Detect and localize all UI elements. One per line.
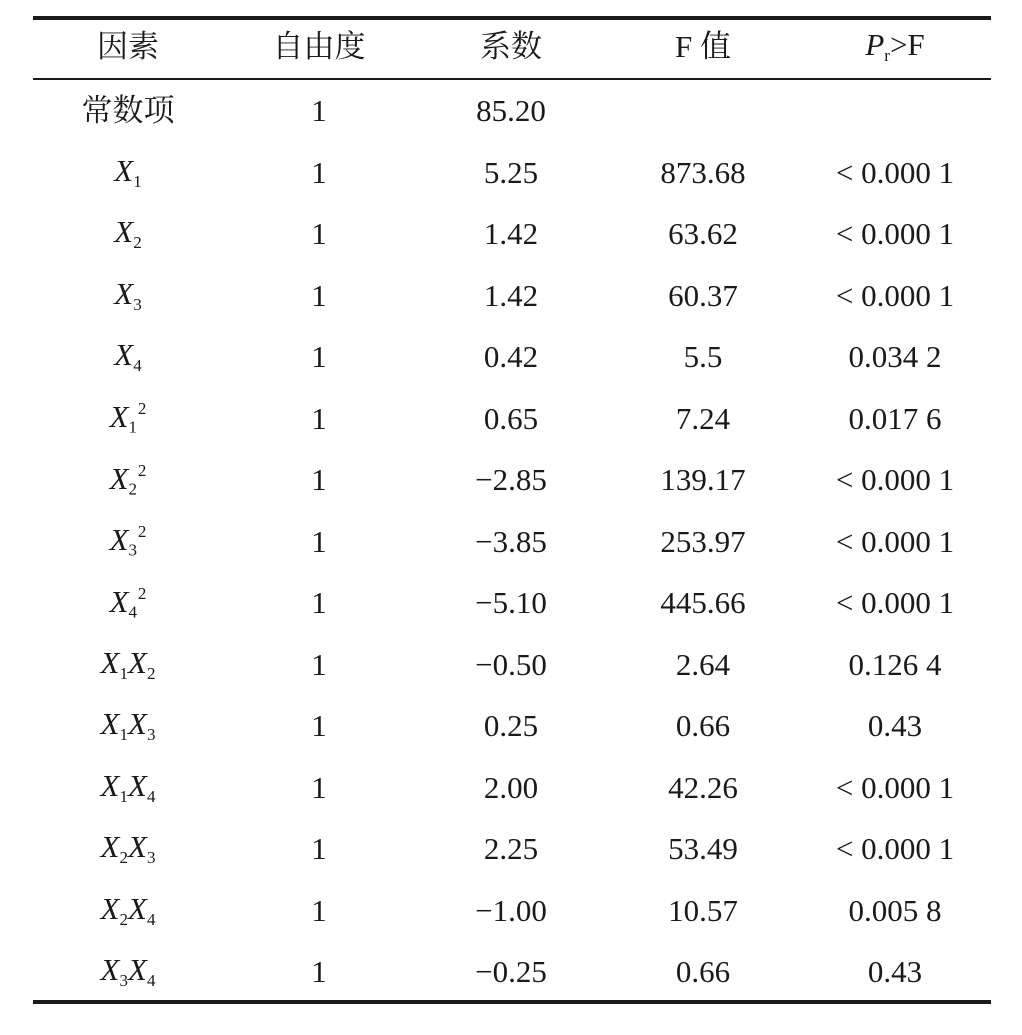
cell-factor: $X_3X_4$ [100, 952, 156, 991]
cell-df: 1 [311, 216, 327, 252]
cell-coef: −0.25 [475, 954, 547, 990]
table-row [33, 757, 991, 819]
header-p-value [799, 29, 991, 64]
cell-factor: $X_2^2$ [109, 460, 147, 499]
cell-df: 1 [311, 585, 327, 621]
cell-factor: $X_1X_4$ [100, 767, 156, 806]
cell-f-value: 2.64 [675, 646, 731, 682]
cell-factor: $X_1$ [114, 152, 142, 191]
cell-df: 1 [311, 708, 327, 744]
header-p-value-text: $P_r>F$ [865, 27, 925, 66]
cell-p-value: 0.126 4 [848, 646, 942, 682]
header-f-value: F 值 [675, 29, 731, 65]
cell-coef: 0.25 [483, 708, 539, 744]
cell-coef: 1.42 [483, 277, 539, 313]
cell-coef: 0.65 [483, 400, 539, 436]
cell-p-value: 0.43 [867, 954, 923, 990]
cell-factor: $X_3^2$ [109, 522, 147, 561]
cell-p-value: < 0.000 1 [835, 277, 955, 313]
cell-f-value: 873.68 [660, 154, 746, 190]
header-coef: 系数 [480, 29, 542, 65]
table-row [33, 388, 991, 450]
cell-coef: 85.20 [476, 93, 546, 129]
cell-p-value: < 0.000 1 [835, 216, 955, 252]
cell-f-value: 445.66 [660, 585, 746, 621]
table-row [33, 203, 991, 265]
cell-f-value: 53.49 [668, 831, 738, 867]
cell-factor: $X_4$ [114, 337, 142, 376]
cell-df: 1 [311, 523, 327, 559]
cell-df: 1 [311, 400, 327, 436]
cell-df: 1 [311, 93, 327, 129]
cell-df: 1 [311, 769, 327, 805]
cell-f-value: 63.62 [668, 216, 738, 252]
table-header-row [33, 16, 991, 78]
cell-p-value: 0.005 8 [848, 892, 942, 928]
cell-factor: $X_3$ [114, 275, 142, 314]
cell-p-value: < 0.000 1 [835, 154, 955, 190]
cell-f-value: 0.66 [675, 708, 731, 744]
cell-f-value: 139.17 [660, 462, 746, 498]
cell-p-value: < 0.000 1 [835, 831, 955, 867]
table-row [33, 142, 991, 204]
cell-df: 1 [311, 831, 327, 867]
cell-factor: $X_1X_2$ [100, 644, 156, 683]
cell-f-value: 10.57 [668, 892, 738, 928]
cell-f-value: 0.66 [675, 954, 731, 990]
cell-coef: 2.25 [483, 831, 539, 867]
cell-f-value: 253.97 [660, 523, 746, 559]
cell-p-value: < 0.000 1 [835, 462, 955, 498]
table-row [33, 941, 991, 1003]
cell-p-value: < 0.000 1 [835, 585, 955, 621]
cell-f-value: 5.5 [683, 339, 723, 375]
cell-f-value: 60.37 [668, 277, 738, 313]
table-row [33, 326, 991, 388]
table-row [33, 80, 991, 142]
cell-coef: 0.42 [483, 339, 539, 375]
cell-df: 1 [311, 462, 327, 498]
cell-f-value: 7.24 [675, 400, 731, 436]
cell-coef: 1.42 [483, 216, 539, 252]
cell-df: 1 [311, 646, 327, 682]
cell-df: 1 [311, 277, 327, 313]
cell-factor: $X_2X_3$ [100, 829, 156, 868]
cell-p-value: < 0.000 1 [835, 523, 955, 559]
cell-df: 1 [311, 339, 327, 375]
cell-df: 1 [311, 154, 327, 190]
table-row [33, 449, 991, 511]
cell-coef: −1.00 [475, 892, 547, 928]
cell-coef: 2.00 [483, 769, 539, 805]
cell-coef: −2.85 [475, 462, 547, 498]
cell-factor: $X_4^2$ [109, 583, 147, 622]
table-row [33, 880, 991, 942]
table-row [33, 818, 991, 880]
cell-factor: $X_1^2$ [109, 399, 147, 438]
cell-factor: 常数项 [81, 93, 175, 129]
cell-f-value: 42.26 [668, 769, 738, 805]
cell-p-value: < 0.000 1 [835, 769, 955, 805]
table-row [33, 511, 991, 573]
cell-factor: $X_2$ [114, 214, 142, 253]
table-row [33, 572, 991, 634]
table-row [33, 695, 991, 757]
cell-df: 1 [311, 892, 327, 928]
cell-coef: −0.50 [475, 646, 547, 682]
cell-coef: −5.10 [475, 585, 547, 621]
header-factor: 因素 [97, 29, 159, 65]
cell-factor: $X_1X_3$ [100, 706, 156, 745]
cell-coef: −3.85 [475, 523, 547, 559]
cell-coef: 5.25 [483, 154, 539, 190]
header-df: 自由度 [272, 29, 366, 65]
cell-factor: $X_2X_4$ [100, 890, 156, 929]
cell-df: 1 [311, 954, 327, 990]
table-row [33, 634, 991, 696]
cell-p-value: 0.43 [867, 708, 923, 744]
cell-p-value: 0.034 2 [848, 339, 942, 375]
cell-p-value: 0.017 6 [848, 400, 942, 436]
table-bottom-rule [33, 1000, 991, 1004]
table-row [33, 265, 991, 327]
